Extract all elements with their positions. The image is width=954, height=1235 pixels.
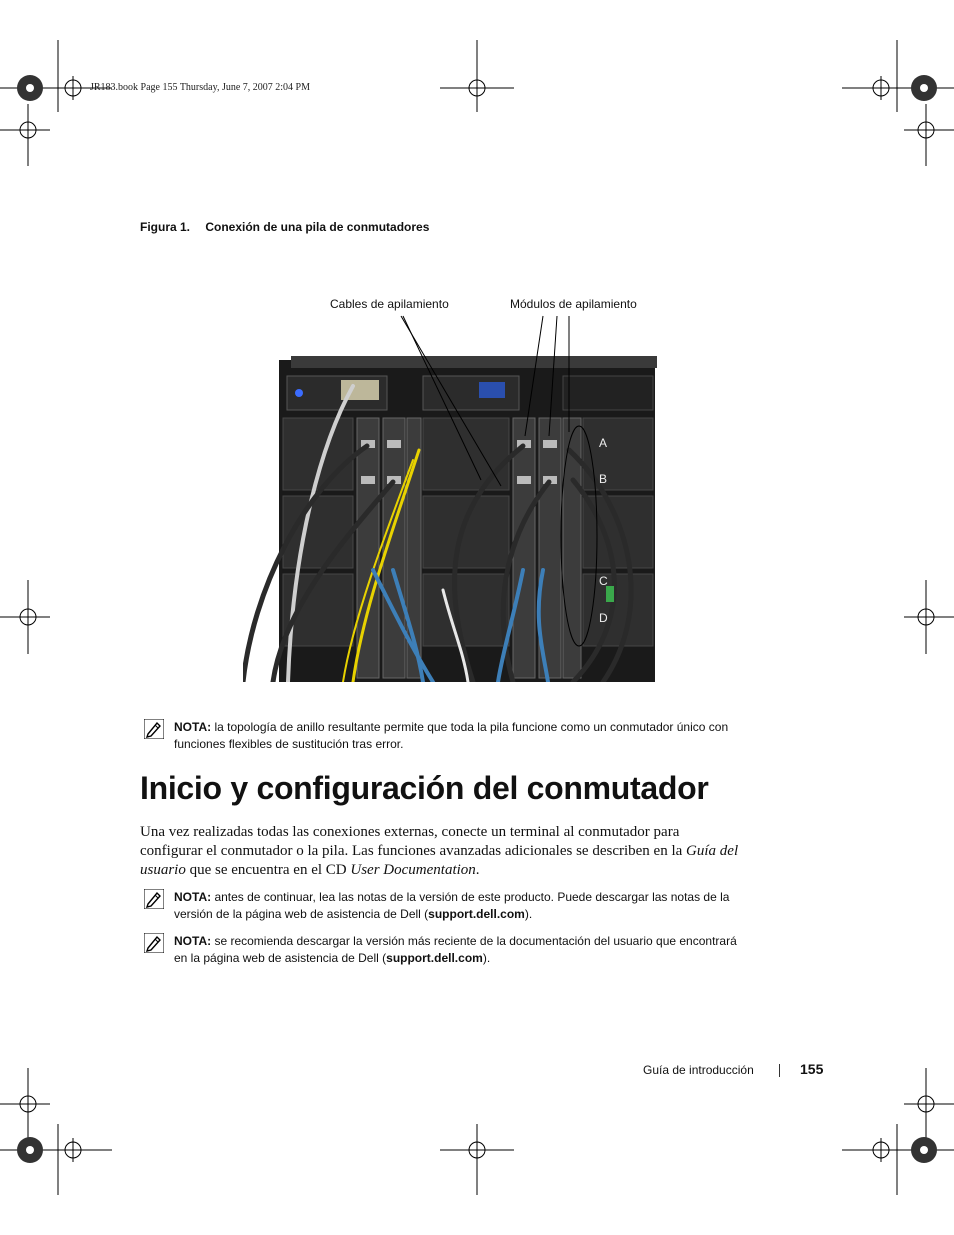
note-text: se recomienda descargar la versión más reciente de la documentación del usuario que encontrará en la página web de asistencia de Dell (	[174, 934, 737, 965]
note-topology	[140, 719, 750, 753]
support-link[interactable]: support.dell.com	[428, 907, 525, 921]
page-number: 155	[800, 1061, 824, 1077]
note-pencil-icon	[144, 719, 164, 744]
note-pencil-icon	[144, 889, 164, 914]
switch-stack-illustration	[243, 290, 657, 682]
note-text: antes de continuar, lea las notas de la versión de este producto. Puede descargar las notas de la versión de la página web de asistencia de Dell (	[174, 890, 730, 921]
figure-photo	[243, 290, 657, 682]
body-emphasis-cd: User Documentation	[350, 862, 476, 878]
note-pencil-icon	[144, 933, 164, 958]
callout-a: A	[599, 436, 608, 450]
callout-stacking-modules: Módulos de apilamiento	[510, 297, 637, 311]
print-info: JR183.book Page 155 Thursday, June 7, 2007 2:04 PM	[90, 82, 310, 93]
figure-title: Conexión de una pila de conmutadores	[205, 220, 430, 234]
figure-caption	[140, 220, 429, 234]
figure-number: Figura 1.	[140, 220, 191, 234]
note-release-notes	[140, 889, 750, 923]
note-documentation	[140, 933, 750, 967]
body-emphasis-user-guide: Guía del usuario	[140, 843, 739, 878]
note-label: NOTA:	[174, 934, 212, 948]
note-label: NOTA:	[174, 890, 212, 904]
support-link[interactable]: support.dell.com	[386, 951, 483, 965]
callout-d: D	[599, 611, 608, 625]
body-text-1: Una vez realizadas todas las conexiones externas, conecte un terminal al conmutador para configurar el conmutador o la pila. Las funciones avanzadas adicionales se describen en la	[140, 824, 687, 859]
note-text: la topología de anillo resultante permite que toda la pila funcione como un conmutador único con funciones flexibles de sustitución tras error.	[174, 720, 729, 751]
section-heading: Inicio y configuración del conmutador	[140, 770, 709, 806]
body-text-3: .	[475, 862, 480, 878]
note-label: NOTA:	[174, 720, 212, 734]
footer-separator	[779, 1064, 780, 1077]
callout-stacking-cables: Cables de apilamiento	[330, 297, 449, 311]
note-end: ).	[482, 951, 491, 965]
footer-title: Guía de introducción	[643, 1063, 754, 1077]
body-text-2: que se encuentra en el CD	[185, 862, 351, 878]
callout-b: B	[599, 472, 608, 486]
body-paragraph	[140, 823, 740, 880]
note-end: ).	[524, 907, 533, 921]
callout-c: C	[599, 574, 608, 588]
